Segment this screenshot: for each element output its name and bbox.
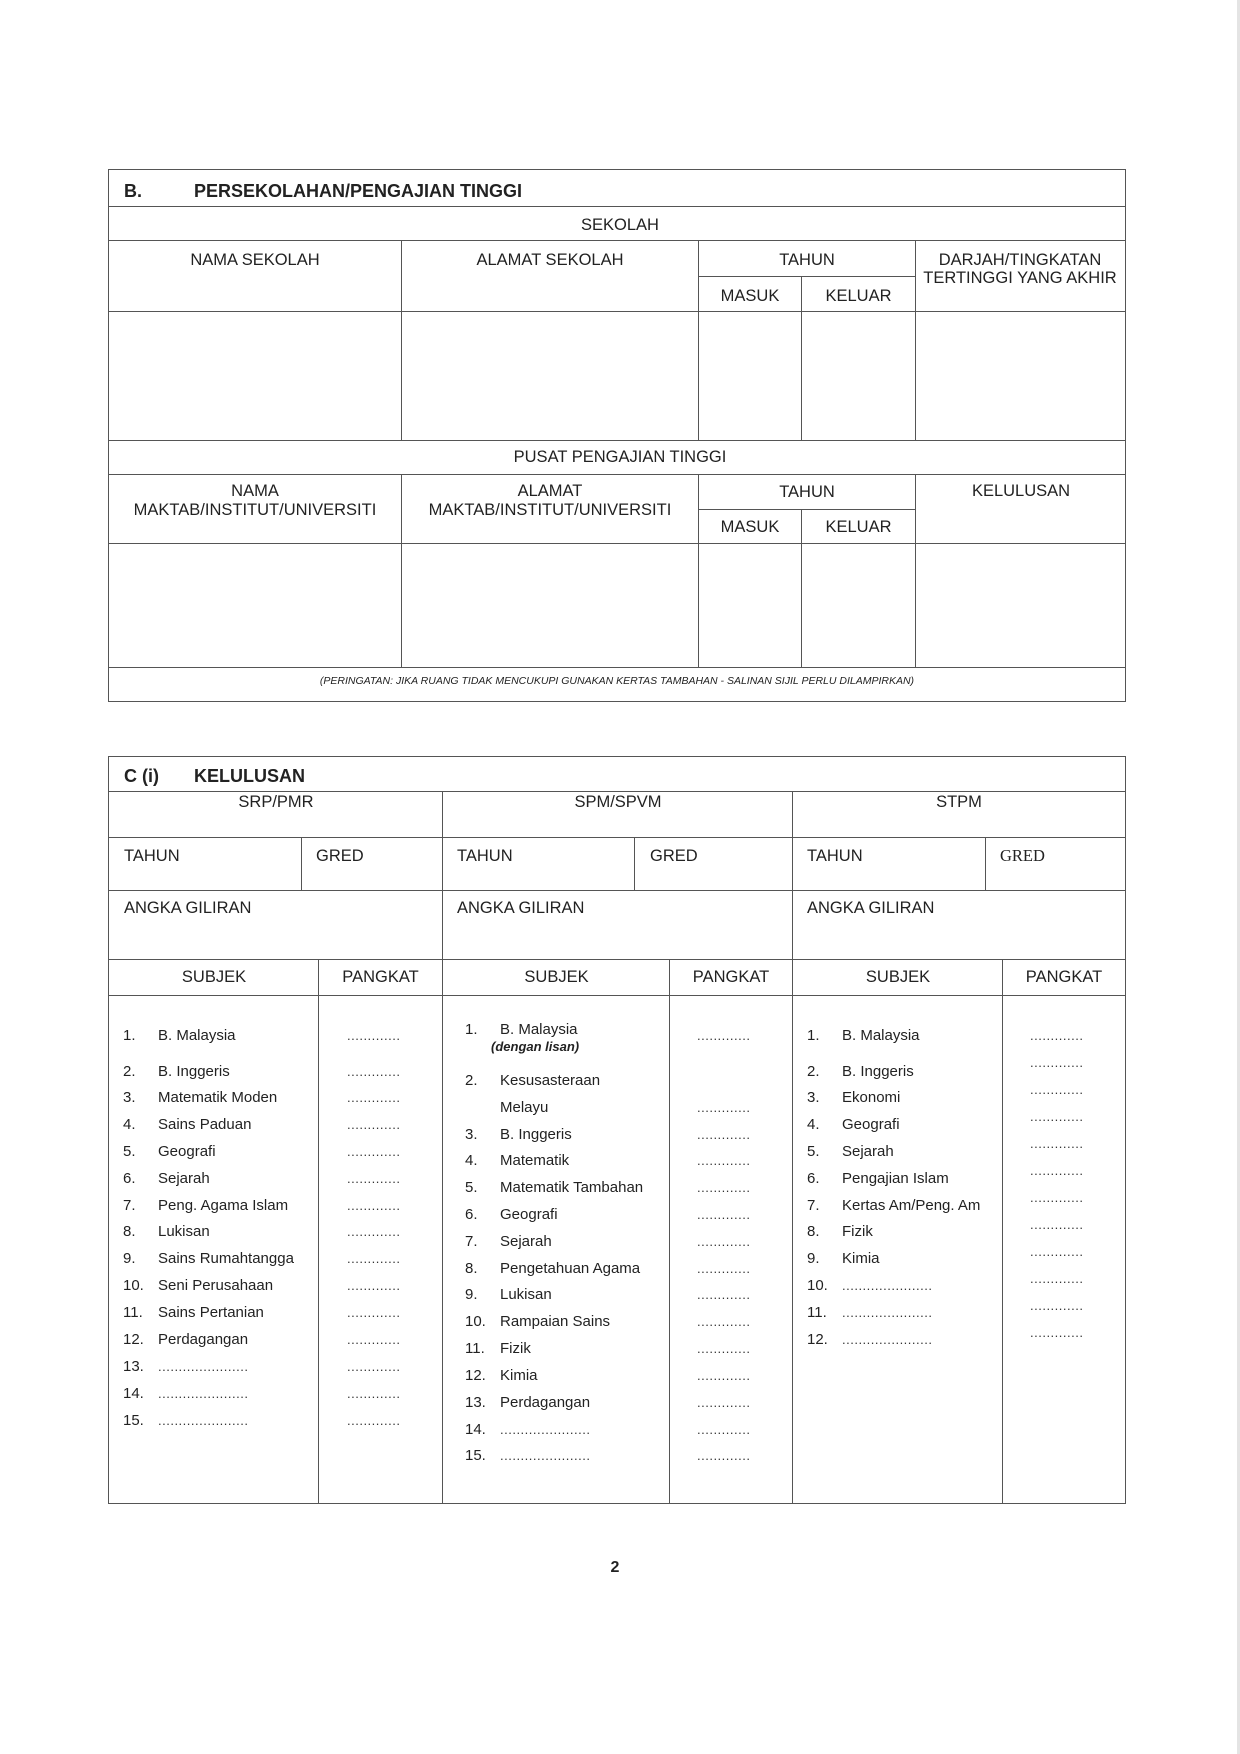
pusat-masuk-cell[interactable] — [700, 545, 800, 666]
pusat-alamat-cell[interactable] — [403, 545, 697, 666]
spm-subject-4: Matematik — [500, 1152, 570, 1169]
stpm-grade-7[interactable]: ............. — [1030, 1190, 1084, 1205]
srp-grade-7[interactable]: ............. — [347, 1198, 401, 1213]
spm-gred-label: GRED — [650, 847, 698, 865]
spm-num-8: 8. — [465, 1260, 478, 1277]
stpm-title: STPM — [936, 793, 982, 811]
spm-num-13: 13. — [465, 1394, 486, 1411]
srp-subject-15[interactable]: ...................... — [158, 1413, 249, 1428]
srp-subject-2: B. Inggeris — [158, 1063, 230, 1080]
stpm-subject-1: B. Malaysia — [842, 1027, 920, 1044]
spm-grade-15[interactable]: ............. — [697, 1448, 751, 1463]
stpm-subject-8: Fizik — [842, 1223, 873, 1240]
stpm-num-11: 11. — [807, 1304, 827, 1321]
spm-num-15: 15. — [465, 1447, 486, 1464]
stpm-subject-4: Geografi — [842, 1116, 900, 1133]
spm-grade-4[interactable]: ............. — [697, 1153, 751, 1168]
srp-num-11: 11. — [123, 1304, 143, 1321]
srp-num-6: 6. — [123, 1170, 136, 1187]
stpm-grade-4[interactable]: ............. — [1030, 1109, 1084, 1124]
col-alamat-maktab: ALAMAT MAKTAB/INSTITUT/UNIVERSITI — [428, 482, 672, 519]
col-keluar-sekolah: KELUAR — [825, 287, 892, 305]
srp-grade-1[interactable]: ............. — [347, 1028, 401, 1043]
col-darjah: DARJAH/TINGKATAN TERTINGGI YANG AKHIR — [923, 251, 1117, 288]
srp-grade-4[interactable]: ............. — [347, 1117, 401, 1132]
stpm-subject-11[interactable]: ...................... — [842, 1305, 933, 1320]
sekolah-darjah-cell[interactable] — [917, 313, 1125, 439]
spm-num-1: 1. — [465, 1021, 478, 1038]
spm-subject-5: Matematik Tambahan — [500, 1179, 644, 1196]
spm-subject-1: B. Malaysia — [500, 1021, 578, 1038]
spm-grade-13[interactable]: ............. — [697, 1395, 751, 1410]
spm-subject-2-cont: Melayu — [500, 1099, 549, 1116]
sekolah-keluar-cell[interactable] — [803, 313, 914, 439]
spm-subjek-header: SUBJEK — [524, 968, 589, 986]
spm-subject-2: Kesusasteraan — [500, 1072, 601, 1089]
spm-grade-8[interactable]: ............. — [697, 1261, 751, 1276]
srp-num-7: 7. — [123, 1197, 136, 1214]
spm-subject-3: B. Inggeris — [500, 1126, 572, 1143]
stpm-pangkat-header: PANGKAT — [1025, 968, 1103, 986]
srp-pangkat-header: PANGKAT — [342, 968, 419, 986]
srp-gred-label: GRED — [316, 847, 364, 865]
srp-num-10: 10. — [123, 1277, 144, 1294]
srp-num-5: 5. — [123, 1143, 136, 1160]
spm-pangkat-header: PANGKAT — [692, 968, 770, 986]
spm-num-12: 12. — [465, 1367, 486, 1384]
stpm-subject-5: Sejarah — [842, 1143, 894, 1160]
stpm-gred-label: GRED — [1000, 846, 1045, 865]
stpm-num-7: 7. — [807, 1197, 820, 1214]
sekolah-alamat-cell[interactable] — [403, 313, 697, 439]
srp-title: SRP/PMR — [238, 793, 314, 811]
spm-subject-1-note: (dengan lisan) — [491, 1039, 580, 1054]
stpm-num-10: 10. — [807, 1277, 828, 1294]
spm-grade-7[interactable]: ............. — [697, 1234, 751, 1249]
spm-grade-14[interactable]: ............. — [697, 1422, 751, 1437]
spm-grade-9[interactable]: ............. — [697, 1287, 751, 1302]
spm-subject-14[interactable]: ...................... — [500, 1422, 591, 1437]
spm-grade-5[interactable]: ............. — [697, 1180, 751, 1195]
srp-num-13: 13. — [123, 1358, 144, 1375]
srp-subject-13[interactable]: ...................... — [158, 1359, 249, 1374]
spm-num-14: 14. — [465, 1421, 486, 1438]
spm-num-11: 11. — [465, 1340, 485, 1357]
col-masuk-pusat: MASUK — [720, 518, 780, 536]
stpm-grade-10[interactable]: ............. — [1030, 1271, 1084, 1286]
stpm-num-2: 2. — [807, 1063, 820, 1080]
col-nama-sekolah: NAMA SEKOLAH — [190, 251, 320, 269]
stpm-grade-3[interactable]: ............. — [1030, 1082, 1084, 1097]
stpm-subject-2: B. Inggeris — [842, 1063, 914, 1080]
srp-angka-label: ANGKA GILIRAN — [124, 899, 252, 917]
spm-subject-7: Sejarah — [500, 1233, 552, 1250]
srp-num-9: 9. — [123, 1250, 136, 1267]
stpm-num-5: 5. — [807, 1143, 820, 1160]
srp-subject-3: Matematik Moden — [158, 1089, 278, 1106]
sekolah-masuk-cell[interactable] — [700, 313, 800, 439]
col-tahun-sekolah: TAHUN — [779, 251, 835, 269]
pusat-keluar-cell[interactable] — [803, 545, 914, 666]
srp-subject-4: Sains Paduan — [158, 1116, 252, 1133]
stpm-num-3: 3. — [807, 1089, 820, 1106]
col-keluar-pusat: KELUAR — [825, 518, 892, 536]
col-masuk-sekolah: MASUK — [720, 287, 780, 305]
sekolah-heading: SEKOLAH — [581, 216, 659, 234]
spm-title: SPM/SPVM — [574, 793, 662, 811]
stpm-grade-9[interactable]: ............. — [1030, 1244, 1084, 1259]
spm-grade-10[interactable]: ............. — [697, 1314, 751, 1329]
spm-grade-2[interactable]: ............. — [697, 1100, 751, 1115]
stpm-num-9: 9. — [807, 1250, 820, 1267]
spm-grade-1[interactable]: ............. — [697, 1028, 751, 1043]
spm-grade-6[interactable]: ............. — [697, 1207, 751, 1222]
stpm-angka-label: ANGKA GILIRAN — [807, 899, 935, 917]
srp-grade-11[interactable]: ............. — [347, 1305, 401, 1320]
spm-subject-12: Kimia — [500, 1367, 538, 1384]
srp-subject-11: Sains Pertanian — [158, 1304, 264, 1321]
pusat-nama-cell[interactable] — [110, 545, 400, 666]
srp-num-8: 8. — [123, 1223, 136, 1240]
srp-num-15: 15. — [123, 1412, 144, 1429]
sekolah-nama-cell[interactable] — [110, 313, 400, 439]
section-c-frame — [108, 756, 1126, 1504]
srp-grade-2[interactable]: ............. — [347, 1064, 401, 1079]
stpm-tahun-label: TAHUN — [807, 847, 863, 865]
pusat-heading: PUSAT PENGAJIAN TINGGI — [513, 448, 727, 466]
stpm-subject-9: Kimia — [842, 1250, 880, 1267]
srp-grade-15[interactable]: ............. — [347, 1413, 401, 1428]
stpm-grade-6[interactable]: ............. — [1030, 1163, 1084, 1178]
spm-subject-15[interactable]: ...................... — [500, 1448, 591, 1463]
srp-grade-5[interactable]: ............. — [347, 1144, 401, 1159]
spm-subject-8: Pengetahuan Agama — [500, 1260, 641, 1277]
section-b-label: B. — [124, 181, 142, 201]
col-alamat-sekolah: ALAMAT SEKOLAH — [476, 251, 624, 269]
srp-subject-6: Sejarah — [158, 1170, 210, 1187]
srp-num-1: 1. — [123, 1027, 136, 1044]
page-number: 2 — [610, 1559, 620, 1576]
spm-subject-10: Rampaian Sains — [500, 1313, 611, 1330]
spm-num-10: 10. — [465, 1313, 486, 1330]
section-c-label: C (i) — [124, 766, 159, 786]
pusat-kelulusan-cell[interactable] — [917, 545, 1125, 666]
spm-grade-3[interactable]: ............. — [697, 1127, 751, 1142]
stpm-num-8: 8. — [807, 1223, 820, 1240]
spm-grade-11[interactable]: ............. — [697, 1341, 751, 1356]
stpm-num-6: 6. — [807, 1170, 820, 1187]
spm-subject-13: Perdagangan — [500, 1394, 591, 1411]
spm-tahun-label: TAHUN — [457, 847, 513, 865]
srp-num-2: 2. — [123, 1063, 136, 1080]
srp-grade-9[interactable]: ............. — [347, 1251, 401, 1266]
srp-grade-10[interactable]: ............. — [347, 1278, 401, 1293]
srp-subject-5: Geografi — [158, 1143, 216, 1160]
stpm-subjek-header: SUBJEK — [865, 968, 931, 986]
spm-subject-9: Lukisan — [500, 1286, 552, 1303]
stpm-grade-1[interactable]: ............. — [1030, 1028, 1084, 1043]
srp-grade-12[interactable]: ............. — [347, 1332, 401, 1347]
srp-subject-9: Sains Rumahtangga — [158, 1250, 294, 1267]
srp-num-14: 14. — [123, 1385, 144, 1402]
col-kelulusan: KELULUSAN — [971, 482, 1071, 500]
srp-grade-8[interactable]: ............. — [347, 1224, 401, 1239]
spm-subject-6: Geografi — [500, 1206, 558, 1223]
col-nama-maktab: NAMA MAKTAB/INSTITUT/UNIVERSITI — [133, 482, 377, 519]
stpm-subject-7: Kertas Am/Peng. Am — [842, 1197, 981, 1214]
srp-num-12: 12. — [123, 1331, 144, 1348]
srp-grade-6[interactable]: ............. — [347, 1171, 401, 1186]
stpm-num-4: 4. — [807, 1116, 820, 1133]
stpm-subject-12[interactable]: ...................... — [842, 1332, 933, 1347]
stpm-grade-12[interactable]: ............. — [1030, 1325, 1084, 1340]
stpm-subject-3: Ekonomi — [842, 1089, 901, 1106]
spm-grade-12[interactable]: ............. — [697, 1368, 751, 1383]
spm-num-9: 9. — [465, 1286, 478, 1303]
stpm-grade-8[interactable]: ............. — [1030, 1217, 1084, 1232]
srp-num-3: 3. — [123, 1089, 136, 1106]
spm-num-6: 6. — [465, 1206, 478, 1223]
spm-num-4: 4. — [465, 1152, 478, 1169]
srp-subject-1: B. Malaysia — [158, 1027, 236, 1044]
srp-subject-7: Peng. Agama Islam — [158, 1197, 289, 1214]
stpm-grade-11[interactable]: ............. — [1030, 1298, 1084, 1313]
srp-subjek-header: SUBJEK — [181, 968, 247, 986]
srp-grade-14[interactable]: ............. — [347, 1386, 401, 1401]
section-c-title: KELULUSAN — [194, 766, 305, 786]
spm-num-2: 2. — [465, 1072, 478, 1089]
srp-subject-12: Perdagangan — [158, 1331, 249, 1348]
spm-num-5: 5. — [465, 1179, 478, 1196]
stpm-grade-2[interactable]: ............. — [1030, 1055, 1084, 1070]
col-tahun-pusat: TAHUN — [779, 483, 835, 501]
stpm-num-12: 12. — [807, 1331, 828, 1348]
srp-subject-8: Lukisan — [158, 1223, 210, 1240]
stpm-subject-6: Pengajian Islam — [842, 1170, 949, 1187]
peringatan-note: (PERINGATAN: JIKA RUANG TIDAK MENCUKUPI GUNAKAN KERTAS TAMBAHAN - SALINAN SIJIL PERLU DILAMPIRKAN) — [319, 675, 915, 687]
stpm-grade-5[interactable]: ............. — [1030, 1136, 1084, 1151]
stpm-num-1: 1. — [807, 1027, 820, 1044]
srp-subject-10: Seni Perusahaan — [158, 1277, 274, 1294]
stpm-subject-10[interactable]: ...................... — [842, 1278, 933, 1293]
srp-grade-13[interactable]: ............. — [347, 1359, 401, 1374]
spm-num-3: 3. — [465, 1126, 478, 1143]
spm-num-7: 7. — [465, 1233, 478, 1250]
srp-subject-14[interactable]: ...................... — [158, 1386, 249, 1401]
srp-tahun-label: TAHUN — [124, 847, 180, 865]
section-b-title: PERSEKOLAHAN/PENGAJIAN TINGGI — [194, 181, 523, 201]
srp-num-4: 4. — [123, 1116, 136, 1133]
srp-grade-3[interactable]: ............. — [347, 1090, 401, 1105]
spm-subject-11: Fizik — [500, 1340, 531, 1357]
spm-angka-label: ANGKA GILIRAN — [457, 899, 585, 917]
